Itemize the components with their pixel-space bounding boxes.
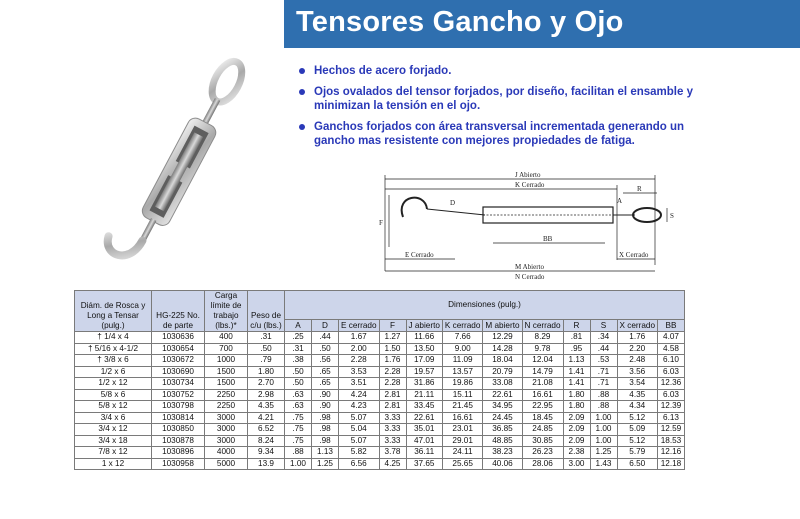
table-cell: 5.12 xyxy=(617,412,658,424)
table-cell: 14.28 xyxy=(483,343,522,355)
table-cell: .34 xyxy=(590,332,617,344)
table-cell: .53 xyxy=(590,355,617,367)
table-cell: 16.61 xyxy=(442,412,483,424)
label-f: F xyxy=(379,219,383,227)
table-cell: .88 xyxy=(285,447,312,459)
table-cell: 21.45 xyxy=(442,401,483,413)
table-cell: 6.50 xyxy=(617,458,658,470)
table-row xyxy=(75,343,685,355)
table-cell: .81 xyxy=(563,332,590,344)
table-cell: 3.33 xyxy=(379,412,406,424)
table-cell: 26.23 xyxy=(522,447,563,459)
table-cell: 5.79 xyxy=(617,447,658,459)
table-cell: 31.86 xyxy=(406,378,442,390)
table-cell: 5.12 xyxy=(617,435,658,447)
table-cell: .63 xyxy=(285,401,312,413)
table-cell: 1.13 xyxy=(563,355,590,367)
table-cell: 48.85 xyxy=(483,435,522,447)
table-cell: .98 xyxy=(312,435,339,447)
table-cell: 1.67 xyxy=(339,332,380,344)
table-cell: 1.00 xyxy=(285,458,312,470)
table-cell: 3000 xyxy=(205,424,248,436)
spec-table xyxy=(74,290,685,470)
table-cell: 2.81 xyxy=(379,401,406,413)
bullet-icon xyxy=(299,124,305,130)
table-cell: .50 xyxy=(312,343,339,355)
table-cell: 7.66 xyxy=(442,332,483,344)
label-m: M Abierto xyxy=(515,263,544,271)
table-cell: 24.45 xyxy=(483,412,522,424)
table-cell: 21.08 xyxy=(522,378,563,390)
table-cell: 1.25 xyxy=(590,447,617,459)
table-cell: 18.45 xyxy=(522,412,563,424)
label-d: D xyxy=(450,199,456,207)
header-dim-col: K cerrado xyxy=(442,320,483,332)
header-part: HG-225 No. de parte xyxy=(152,291,205,332)
table-cell: 19.86 xyxy=(442,378,483,390)
table-cell: 2.70 xyxy=(248,378,285,390)
table-cell: 1.00 xyxy=(590,412,617,424)
table-cell: 1.00 xyxy=(590,435,617,447)
table-cell: 12.36 xyxy=(658,378,685,390)
turnbuckle-photo xyxy=(60,40,290,290)
table-cell: .71 xyxy=(590,378,617,390)
table-row xyxy=(75,458,685,470)
label-bb: BB xyxy=(543,235,553,243)
table-row xyxy=(75,424,685,436)
table-cell: 3.54 xyxy=(617,378,658,390)
label-s: S xyxy=(670,212,674,220)
table-cell: 5.04 xyxy=(339,424,380,436)
table-cell: 6.03 xyxy=(658,366,685,378)
table-cell: 6.03 xyxy=(658,389,685,401)
header-dim-col: A xyxy=(285,320,312,332)
table-cell: 1.25 xyxy=(312,458,339,470)
label-r: R xyxy=(637,185,642,193)
table-cell: 1030896 xyxy=(152,447,205,459)
table-cell: 12.29 xyxy=(483,332,522,344)
table-cell: .31 xyxy=(248,332,285,344)
table-cell: 5.07 xyxy=(339,435,380,447)
table-cell: 11.66 xyxy=(406,332,442,344)
table-cell: 4.34 xyxy=(617,401,658,413)
table-cell: 4.35 xyxy=(248,401,285,413)
header-size: Diám. de Rosca y Long a Tensar (pulg.) xyxy=(75,291,152,332)
table-cell: 36.85 xyxy=(483,424,522,436)
table-cell: 19.57 xyxy=(406,366,442,378)
table-cell: .90 xyxy=(312,401,339,413)
table-cell: 17.09 xyxy=(406,355,442,367)
table-cell: 1030654 xyxy=(152,343,205,355)
title-banner xyxy=(284,0,800,48)
table-cell: .88 xyxy=(590,401,617,413)
table-cell: 29.01 xyxy=(442,435,483,447)
label-n: N Cerrado xyxy=(515,273,545,281)
table-cell: 1.76 xyxy=(617,332,658,344)
table-cell: 1.41 xyxy=(563,378,590,390)
table-cell: .79 xyxy=(248,355,285,367)
table-cell: .50 xyxy=(248,343,285,355)
table-cell: 18.53 xyxy=(658,435,685,447)
table-cell: 1030958 xyxy=(152,458,205,470)
table-header-row xyxy=(75,291,685,320)
table-row xyxy=(75,355,685,367)
table-cell: 1.76 xyxy=(379,355,406,367)
table-cell: .75 xyxy=(285,435,312,447)
table-cell: 3.33 xyxy=(379,424,406,436)
table-cell: 6.13 xyxy=(658,412,685,424)
label-e: E Cerrado xyxy=(405,251,434,259)
table-cell: 1.80 xyxy=(563,389,590,401)
table-cell: 23.01 xyxy=(442,424,483,436)
table-cell: 2.28 xyxy=(379,378,406,390)
table-cell: .75 xyxy=(285,424,312,436)
table-cell: 9.78 xyxy=(522,343,563,355)
table-cell: 9.00 xyxy=(442,343,483,355)
table-cell: 9.34 xyxy=(248,447,285,459)
table-cell: 1500 xyxy=(205,366,248,378)
table-cell: .95 xyxy=(563,343,590,355)
table-row xyxy=(75,447,685,459)
table-cell: .50 xyxy=(285,378,312,390)
table-cell: 36.11 xyxy=(406,447,442,459)
table-cell: 1.41 xyxy=(563,366,590,378)
table-cell: 34.95 xyxy=(483,401,522,413)
header-weight: Peso de c/u (lbs.) xyxy=(248,291,285,332)
table-cell: 8.24 xyxy=(248,435,285,447)
table-cell: † 1/4 x 4 xyxy=(75,332,152,344)
table-cell: 1000 xyxy=(205,355,248,367)
table-row xyxy=(75,435,685,447)
table-cell: 2.28 xyxy=(379,366,406,378)
table-cell: 8.29 xyxy=(522,332,563,344)
table-cell: 3.33 xyxy=(379,435,406,447)
table-cell: 16.61 xyxy=(522,389,563,401)
table-cell: 4.24 xyxy=(339,389,380,401)
table-cell: 35.01 xyxy=(406,424,442,436)
table-cell: 38.23 xyxy=(483,447,522,459)
table-cell: .38 xyxy=(285,355,312,367)
table-cell: 700 xyxy=(205,343,248,355)
table-cell: 20.79 xyxy=(483,366,522,378)
table-cell: 400 xyxy=(205,332,248,344)
table-cell: 1 x 12 xyxy=(75,458,152,470)
feature-list xyxy=(298,64,698,155)
table-cell: 6.10 xyxy=(658,355,685,367)
feature-item: Ganchos forjados con área transversal incrementada generando un gancho mas resistente con mejores propiedades de fatiga. xyxy=(298,120,698,148)
table-cell: 1.80 xyxy=(248,366,285,378)
table-cell: 4.25 xyxy=(379,458,406,470)
table-cell: 7/8 x 12 xyxy=(75,447,152,459)
table-cell: 13.50 xyxy=(406,343,442,355)
label-k: K Cerrado xyxy=(515,181,545,189)
feature-item: Ojos ovalados del tensor forjados, por diseño, facilitan el ensamble y minimizan la tensión en el ojo. xyxy=(298,85,698,113)
table-cell: 5.09 xyxy=(617,424,658,436)
table-cell: 1030636 xyxy=(152,332,205,344)
table-body xyxy=(75,332,685,470)
table-cell: 14.79 xyxy=(522,366,563,378)
table-cell: 1.80 xyxy=(563,401,590,413)
table-cell: 3.56 xyxy=(617,366,658,378)
table-cell: .25 xyxy=(285,332,312,344)
table-cell: .65 xyxy=(312,378,339,390)
table-cell: 33.45 xyxy=(406,401,442,413)
table-cell: .56 xyxy=(312,355,339,367)
table-cell: .98 xyxy=(312,412,339,424)
header-dim-col: D xyxy=(312,320,339,332)
table-cell: 5000 xyxy=(205,458,248,470)
table-cell: 4.21 xyxy=(248,412,285,424)
table-cell: 2.28 xyxy=(339,355,380,367)
table-cell: 3.53 xyxy=(339,366,380,378)
table-cell: 1.27 xyxy=(379,332,406,344)
table-cell: 21.11 xyxy=(406,389,442,401)
table-cell: 12.59 xyxy=(658,424,685,436)
table-cell: 2.20 xyxy=(617,343,658,355)
table-cell: † 3/8 x 6 xyxy=(75,355,152,367)
table-cell: 4000 xyxy=(205,447,248,459)
table-cell: 2250 xyxy=(205,389,248,401)
table-cell: 6.52 xyxy=(248,424,285,436)
table-cell: 1030734 xyxy=(152,378,205,390)
table-cell: 12.04 xyxy=(522,355,563,367)
table-cell: 1.00 xyxy=(590,424,617,436)
header-dim-col: R xyxy=(563,320,590,332)
table-cell: 4.35 xyxy=(617,389,658,401)
table-cell: 1030690 xyxy=(152,366,205,378)
table-cell: 22.61 xyxy=(483,389,522,401)
table-cell: 47.01 xyxy=(406,435,442,447)
table-cell: 2.09 xyxy=(563,435,590,447)
table-cell: 1500 xyxy=(205,378,248,390)
table-cell: 1/2 x 12 xyxy=(75,378,152,390)
table-cell: .63 xyxy=(285,389,312,401)
table-cell: 33.08 xyxy=(483,378,522,390)
table-cell: 12.39 xyxy=(658,401,685,413)
table-cell: 1030878 xyxy=(152,435,205,447)
table-cell: 11.09 xyxy=(442,355,483,367)
table-cell: 1030672 xyxy=(152,355,205,367)
label-x: X Cerrado xyxy=(619,251,649,259)
table-cell: 4.23 xyxy=(339,401,380,413)
header-dim-col: E cerrado xyxy=(339,320,380,332)
table-cell: 5/8 x 12 xyxy=(75,401,152,413)
table-cell: 3/4 x 18 xyxy=(75,435,152,447)
table-cell: 3/4 x 6 xyxy=(75,412,152,424)
table-cell: .98 xyxy=(312,424,339,436)
dimension-diagram xyxy=(355,165,725,283)
table-cell: 2250 xyxy=(205,401,248,413)
header-dim-col: N cerrado xyxy=(522,320,563,332)
table-cell: .44 xyxy=(590,343,617,355)
table-cell: .31 xyxy=(285,343,312,355)
table-row xyxy=(75,378,685,390)
header-load: Carga límite de trabajo (lbs.)* xyxy=(205,291,248,332)
table-cell: .50 xyxy=(285,366,312,378)
header-dim-col: J abierto xyxy=(406,320,442,332)
table-cell: 1030814 xyxy=(152,412,205,424)
header-dim-col: X cerrado xyxy=(617,320,658,332)
table-cell: 12.18 xyxy=(658,458,685,470)
header-dim-col: F xyxy=(379,320,406,332)
table-cell: 3000 xyxy=(205,435,248,447)
table-cell: 3.78 xyxy=(379,447,406,459)
table-cell: .88 xyxy=(590,389,617,401)
table-cell: 22.61 xyxy=(406,412,442,424)
page-title: Tensores Gancho y Ojo xyxy=(296,6,624,38)
table-cell: 1.13 xyxy=(312,447,339,459)
table-cell: .44 xyxy=(312,332,339,344)
table-cell: † 5/16 x 4-1/2 xyxy=(75,343,152,355)
table-cell: 40.06 xyxy=(483,458,522,470)
header-dim-col: BB xyxy=(658,320,685,332)
table-cell: 3/4 x 12 xyxy=(75,424,152,436)
header-dimensions: Dimensiones (pulg.) xyxy=(285,291,685,320)
table-cell: .75 xyxy=(285,412,312,424)
table-cell: .90 xyxy=(312,389,339,401)
header-dim-col: M abierto xyxy=(483,320,522,332)
bullet-icon xyxy=(299,68,305,74)
table-cell: 1/2 x 6 xyxy=(75,366,152,378)
table-row xyxy=(75,412,685,424)
table-cell: 1030752 xyxy=(152,389,205,401)
table-cell: 4.58 xyxy=(658,343,685,355)
table-row xyxy=(75,366,685,378)
label-j: J Abierto xyxy=(515,171,541,179)
table-row xyxy=(75,389,685,401)
bullet-icon xyxy=(299,89,305,95)
table-cell: 12.16 xyxy=(658,447,685,459)
table-cell: 2.00 xyxy=(339,343,380,355)
table-cell: 5.82 xyxy=(339,447,380,459)
table-cell: 3.51 xyxy=(339,378,380,390)
table-cell: 18.04 xyxy=(483,355,522,367)
table-cell: 2.81 xyxy=(379,389,406,401)
table-cell: 24.85 xyxy=(522,424,563,436)
table-cell: 2.98 xyxy=(248,389,285,401)
table-cell: .71 xyxy=(590,366,617,378)
table-cell: 30.85 xyxy=(522,435,563,447)
table-cell: 4.07 xyxy=(658,332,685,344)
header-dim-col: S xyxy=(590,320,617,332)
table-row xyxy=(75,332,685,344)
table-cell: 25.65 xyxy=(442,458,483,470)
table-cell: 1030798 xyxy=(152,401,205,413)
table-cell: 5.07 xyxy=(339,412,380,424)
table-cell: 15.11 xyxy=(442,389,483,401)
table-cell: 13.57 xyxy=(442,366,483,378)
table-cell: 3000 xyxy=(205,412,248,424)
label-a: A xyxy=(617,197,623,205)
table-cell: 24.11 xyxy=(442,447,483,459)
table-cell: 2.38 xyxy=(563,447,590,459)
table-cell: 37.65 xyxy=(406,458,442,470)
table-cell: 1.43 xyxy=(590,458,617,470)
table-cell: 28.06 xyxy=(522,458,563,470)
table-cell: 2.09 xyxy=(563,412,590,424)
table-cell: 22.95 xyxy=(522,401,563,413)
table-cell: 5/8 x 6 xyxy=(75,389,152,401)
table-cell: 2.48 xyxy=(617,355,658,367)
table-cell: 1.50 xyxy=(379,343,406,355)
table-cell: .65 xyxy=(312,366,339,378)
table-cell: 2.09 xyxy=(563,424,590,436)
table-cell: 6.56 xyxy=(339,458,380,470)
table-cell: 3.00 xyxy=(563,458,590,470)
table-cell: 1030850 xyxy=(152,424,205,436)
table-cell: 13.9 xyxy=(248,458,285,470)
feature-item: Hechos de acero forjado. xyxy=(298,64,698,78)
table-row xyxy=(75,401,685,413)
